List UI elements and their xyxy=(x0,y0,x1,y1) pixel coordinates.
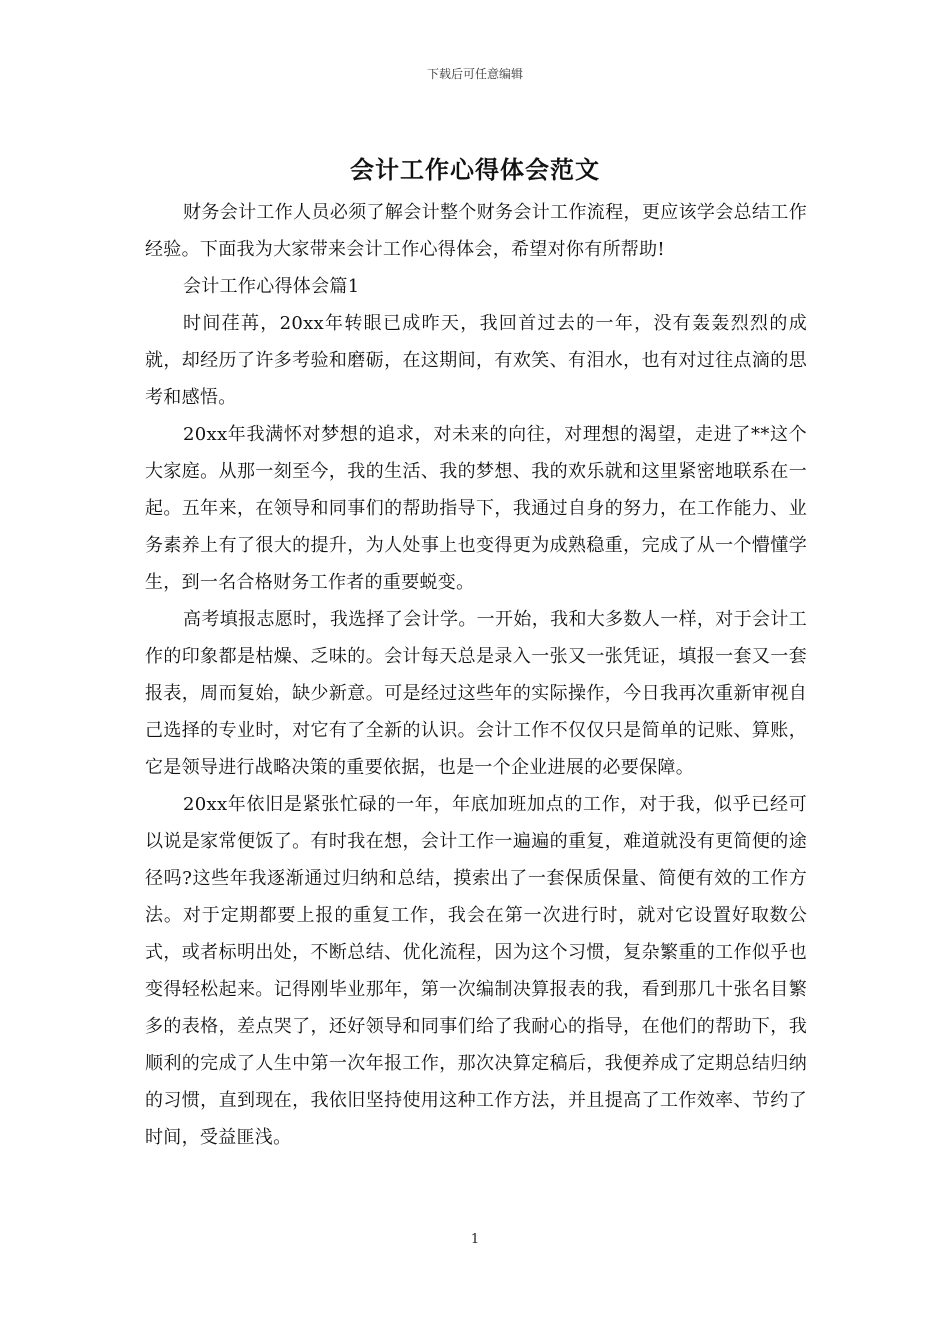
body-paragraph: 20xx年我满怀对梦想的追求，对未来的向往，对理想的渴望，走进了**这个大家庭。从那一刻至今，我的生活、我的梦想、我的欢乐就和这里紧密地联系在一起。五年来，在领导和同事们的帮助指导下，我通过自身的努力，在工作能力、业务素养上有了很大的提升，为人处事上也变得更为成熟稳重，完成了从一个懵懂学生，到一名合格财务工作者的重要蜕变。 xyxy=(145,424,807,593)
body-paragraph: 时间荏苒，20xx年转眼已成昨天，我回首过去的一年，没有轰轰烈烈的成就，却经历了许多考验和磨砺，在这期间，有欢笑、有泪水，也有对过往点滴的思考和感悟。 xyxy=(145,313,807,408)
page-header-note: 下载后可任意编辑 xyxy=(426,67,523,81)
document-title: 会计工作心得体会范文 xyxy=(350,155,600,184)
section-heading: 会计工作心得体会篇1 xyxy=(183,276,360,297)
body-paragraph: 高考填报志愿时，我选择了会计学。一开始，我和大多数人一样，对于会计工作的印象都是枯燥、乏味的。会计每天总是录入一张又一张凭证，填报一套又一套报表，周而复始，缺少新意。可是经过这些年的实际操作，今日我再次重新审视自己选择的专业时，对它有了全新的认识。会计工作不仅仅只是简单的记账、算账，它是领导进行战略决策的重要依据，也是一个企业进展的必要保障。 xyxy=(145,609,807,778)
body-paragraph: 20xx年依旧是紧张忙碌的一年，年底加班加点的工作，对于我，似乎已经可以说是家常便饭了。有时我在想，会计工作一遍遍的重复，难道就没有更简便的途径吗?这些年我逐渐通过归纳和总结，摸索出了一套保质保量、简便有效的工作方法。对于定期都要上报的重复工作，我会在第一次进行时，就对它设置好取数公式，或者标明出处，不断总结、优化流程，因为这个习惯，复杂繁重的工作似乎也变得轻松起来。记得刚毕业那年，第一次编制决算报表的我，看到那几十张名目繁多的表格，差点哭了，还好领导和同事们给了我耐心的指导，在他们的帮助下，我顺利的完成了人生中第一次年报工作，那次决算定稿后，我便养成了定期总结归纳的习惯，直到现在，我依旧坚持使用这种工作方法，并且提高了工作效率、节约了时间，受益匪浅。 xyxy=(145,794,807,1148)
document-body xyxy=(145,194,807,1156)
page-number: 1 xyxy=(470,1232,480,1247)
intro-paragraph: 财务会计工作人员必须了解会计整个财务会计工作流程，更应该学会总结工作经验。下面我为大家带来会计工作心得体会，希望对你有所帮助! xyxy=(145,202,807,260)
